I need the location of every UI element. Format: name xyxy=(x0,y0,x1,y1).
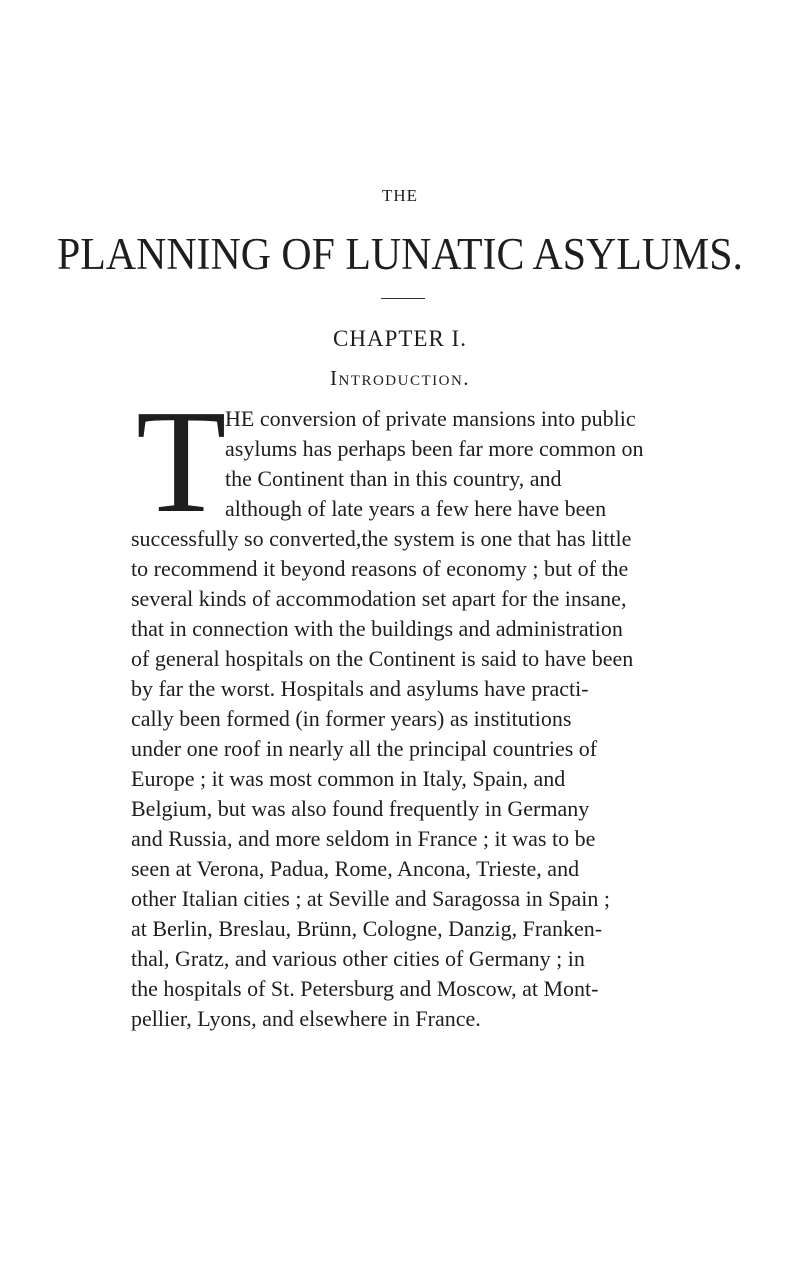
chapter-heading: CHAPTER I. xyxy=(333,326,467,351)
section-heading: Introduction. xyxy=(329,366,471,390)
text-line: other Italian cities ; at Seville and Saragossa in Spain ; xyxy=(131,886,610,911)
text-line: cally been formed (in former years) as institutions xyxy=(131,706,572,731)
text-line: seen at Verona, Padua, Rome, Ancona, Trieste, and xyxy=(131,856,580,881)
book-title: PLANNING OF LUNATIC ASYLUMS. xyxy=(57,229,743,279)
drop-cap: T xyxy=(136,380,227,544)
text-line: Belgium, but was also found frequently in Germany xyxy=(131,796,590,821)
text-line: to recommend it beyond reasons of economy ; but of the xyxy=(131,556,629,581)
text-line: Europe ; it was most common in Italy, Spain, and xyxy=(131,766,566,791)
text-line: by far the worst. Hospitals and asylums have practi- xyxy=(131,676,589,701)
text-line: under one roof in nearly all the principal countries of xyxy=(131,736,598,761)
text-line: HE conversion of private mansions into public xyxy=(225,406,636,431)
text-line: that in connection with the buildings and administration xyxy=(131,616,623,641)
text-line: several kinds of accommodation set apart for the insane, xyxy=(131,586,627,611)
text-line: asylums has perhaps been far more common on xyxy=(225,436,644,461)
text-line: successfully so converted,the system is one that has little xyxy=(131,526,632,551)
title-rule xyxy=(381,298,425,299)
text-line: at Berlin, Breslau, Brünn, Cologne, Danzig, Franken- xyxy=(131,916,603,941)
text-line: and Russia, and more seldom in France ; it was to be xyxy=(131,826,596,851)
text-line: although of late years a few here have been xyxy=(225,496,607,521)
text-line: thal, Gratz, and various other cities of Germany ; in xyxy=(131,946,585,971)
pre-title: THE xyxy=(381,186,419,205)
text-line: pellier, Lyons, and elsewhere in France. xyxy=(131,1006,481,1031)
text-line: the Continent than in this country, and xyxy=(225,466,562,491)
text-line: the hospitals of St. Petersburg and Moscow, at Mont- xyxy=(131,976,599,1001)
text-line: of general hospitals on the Continent is said to have been xyxy=(131,646,634,671)
